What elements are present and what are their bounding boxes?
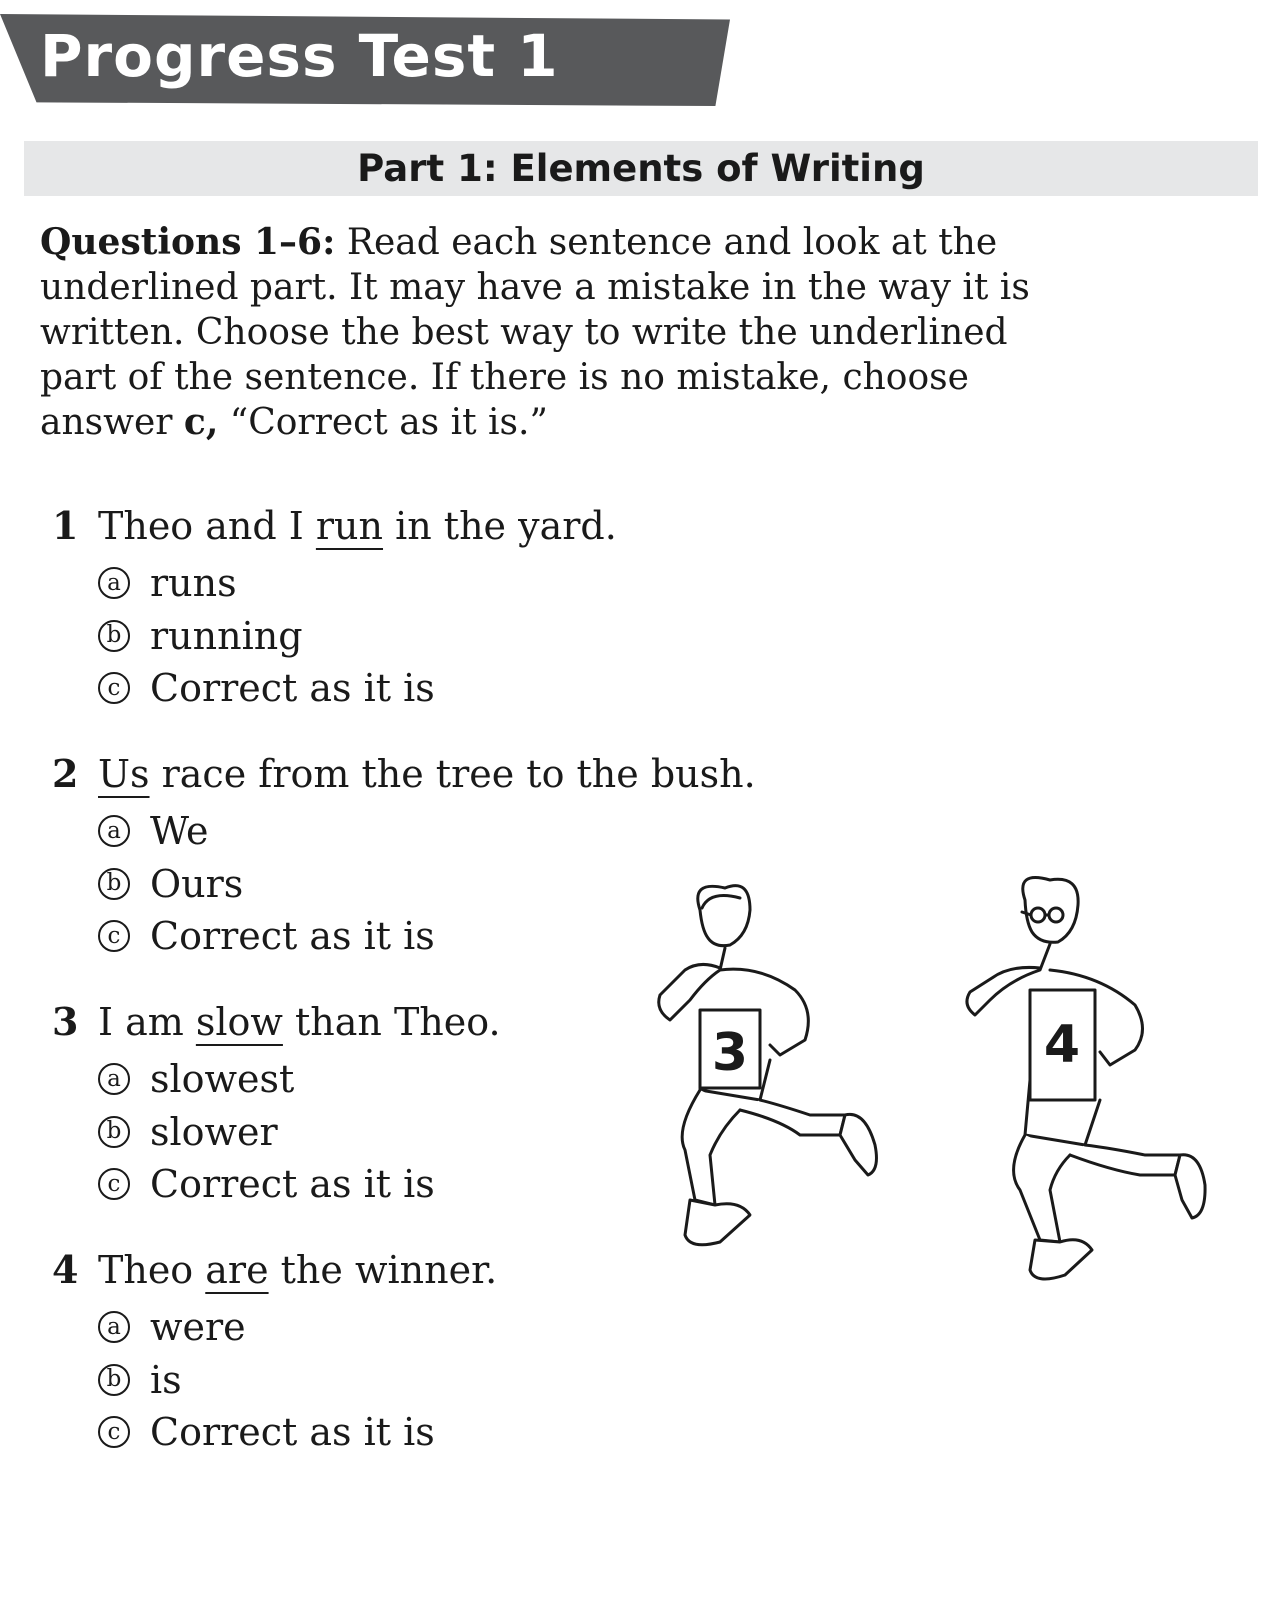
question-3 [52, 999, 501, 1211]
answer-bubble-c[interactable]: c [98, 1168, 130, 1200]
answer-bubble-b[interactable]: b [98, 620, 130, 652]
question-stem [52, 751, 756, 805]
option-text: slowest [150, 1057, 295, 1102]
question-number: 4 [52, 1247, 79, 1292]
underlined-part: run [315, 504, 384, 548]
stem-before: Theo [98, 1248, 206, 1292]
section-title: Part 1: Elements of Writing [357, 147, 925, 190]
question-text [98, 1248, 497, 1292]
answer-option-c[interactable] [52, 1158, 501, 1211]
instructions-text-2: “Correct as it is.” [218, 402, 548, 443]
answer-bubble-c[interactable]: c [98, 1416, 130, 1448]
answer-option-c[interactable] [52, 662, 617, 715]
question-number: 3 [52, 999, 79, 1044]
answer-option-b[interactable] [52, 1106, 501, 1159]
runners-illustration [630, 870, 1230, 1330]
underlined-part: slow [195, 1000, 283, 1044]
answer-option-a[interactable] [52, 1053, 501, 1106]
answer-bubble-a[interactable]: a [98, 815, 130, 847]
answer-option-b[interactable] [52, 1354, 497, 1407]
answer-bubble-c[interactable]: c [98, 920, 130, 952]
answer-bubble-b[interactable]: b [98, 868, 130, 900]
page-title: Progress Test 1 [40, 22, 559, 90]
answer-bubble-a[interactable]: a [98, 1063, 130, 1095]
question-stem [52, 999, 501, 1053]
question-stem [52, 503, 617, 557]
question-1 [52, 503, 617, 715]
runner-3-figure [659, 886, 877, 1245]
question-text [98, 504, 617, 548]
answer-option-a[interactable] [52, 1301, 497, 1354]
stem-after: race from the tree to the bush. [149, 752, 756, 796]
option-text: We [150, 809, 209, 854]
answer-bubble-a[interactable]: a [98, 1311, 130, 1343]
question-number: 2 [52, 751, 79, 796]
question-4 [52, 1247, 497, 1459]
option-text: slower [150, 1109, 278, 1154]
question-text [98, 752, 756, 796]
option-text: Correct as it is [150, 1410, 435, 1455]
runner-3-bib-number: 3 [711, 1023, 749, 1083]
instructions [40, 220, 1080, 445]
question-number: 1 [52, 503, 79, 548]
answer-bubble-b[interactable]: b [98, 1364, 130, 1396]
stem-after: in the yard. [383, 504, 617, 548]
underlined-part: are [205, 1248, 269, 1292]
option-text: were [150, 1305, 246, 1350]
option-text: running [150, 613, 303, 658]
answer-option-a[interactable] [52, 805, 756, 858]
question-stem [52, 1247, 497, 1301]
option-text: Ours [150, 861, 244, 906]
option-text: is [150, 1357, 182, 1402]
instructions-answer-c: c, [183, 401, 219, 443]
instructions-label: Questions 1–6: [40, 221, 336, 263]
option-text: Correct as it is [150, 1162, 435, 1207]
option-text: runs [150, 561, 237, 606]
answer-bubble-b[interactable]: b [98, 1116, 130, 1148]
stem-before: Theo and I [98, 504, 316, 548]
stem-after: than Theo. [282, 1000, 501, 1044]
instructions-text-1: Read each sentence and look at the underlined part. It may have a mistake in the way it is written. Choose the best way to write the underlined part of the sentence. If there is no mistake, choose answer [40, 222, 1030, 443]
underlined-part: Us [98, 752, 150, 796]
question-text [98, 1000, 501, 1044]
option-text: Correct as it is [150, 914, 435, 959]
answer-option-b[interactable] [52, 610, 617, 663]
answer-bubble-a[interactable]: a [98, 567, 130, 599]
answer-bubble-c[interactable]: c [98, 672, 130, 704]
answer-option-c[interactable] [52, 1406, 497, 1459]
runner-4-bib-number: 4 [1043, 1015, 1081, 1075]
section-header [24, 141, 1258, 196]
stem-after: the winner. [268, 1248, 498, 1292]
answer-option-a[interactable] [52, 557, 617, 610]
stem-before: I am [98, 1000, 196, 1044]
option-text: Correct as it is [150, 666, 435, 711]
